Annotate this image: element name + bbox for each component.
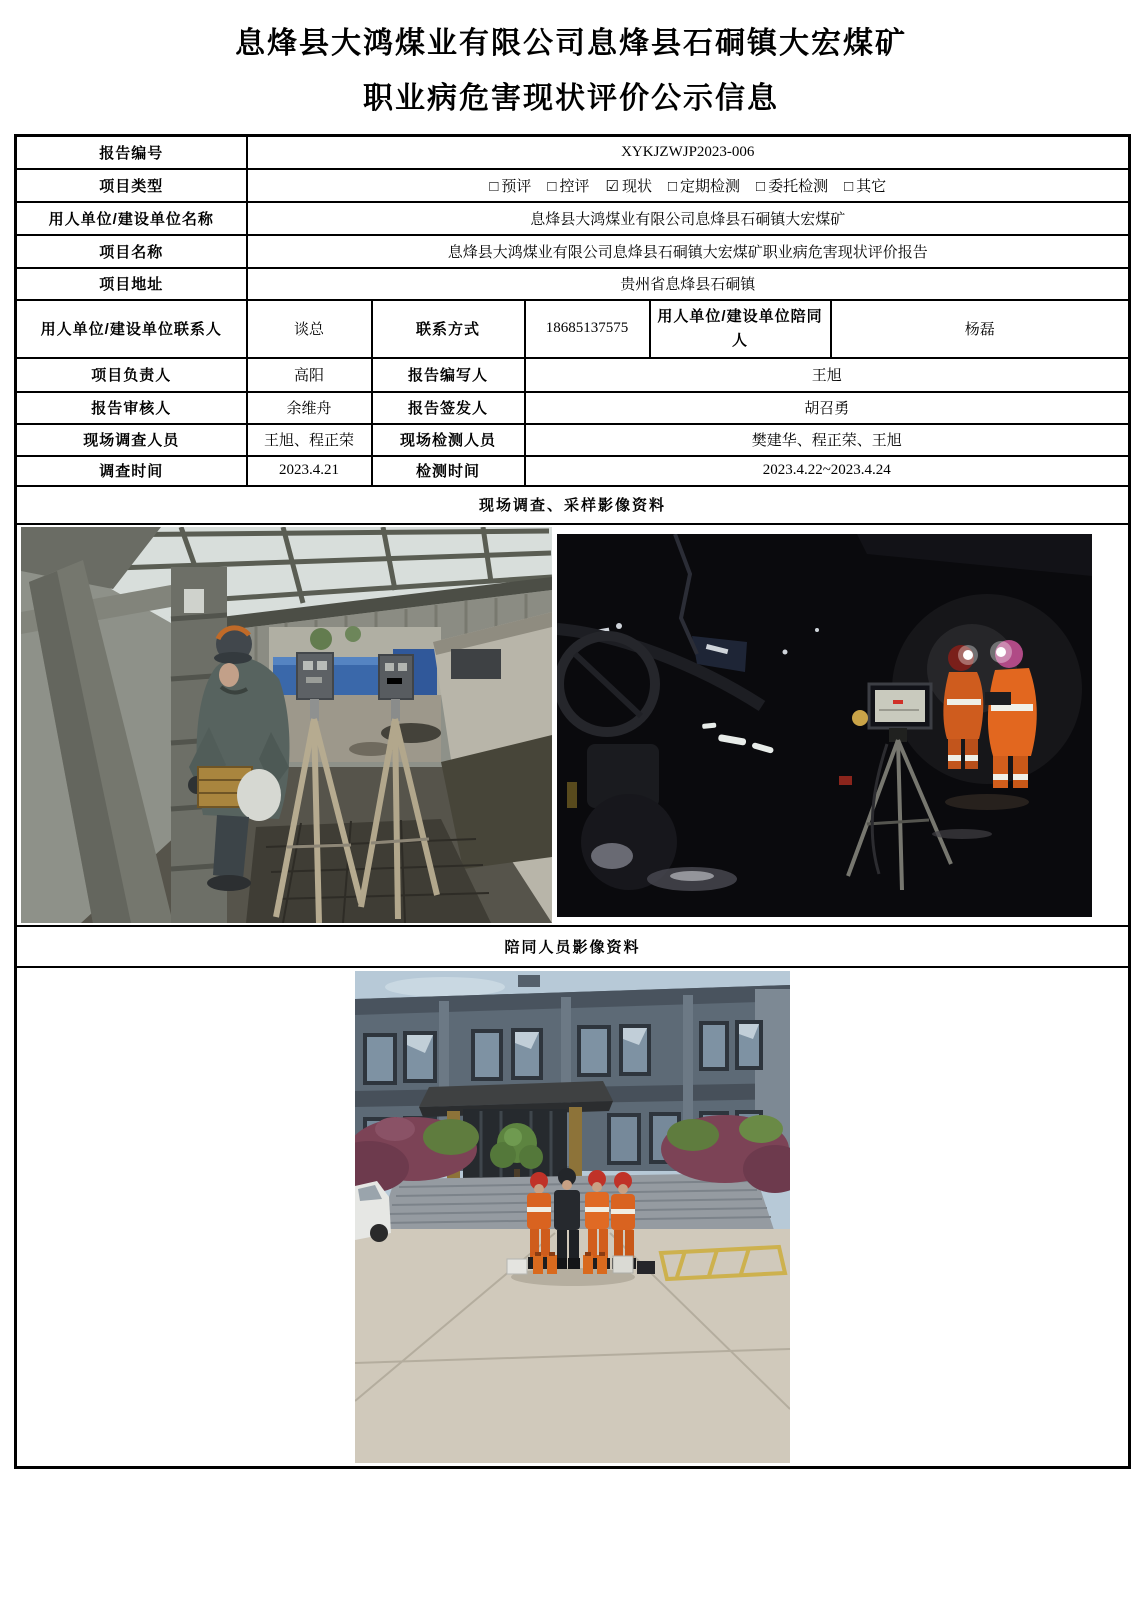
phone-value: 18685137575 (525, 300, 650, 358)
testing-staff-value: 樊建华、程正荣、王旭 (525, 424, 1130, 456)
report-issuer-value: 胡召勇 (525, 392, 1130, 424)
report-reviewer-label: 报告审核人 (16, 392, 247, 424)
checkbox-option-other: □ 其它 (844, 178, 887, 195)
project-address-label: 项目地址 (16, 268, 247, 300)
table-row (16, 235, 1130, 268)
employer-name-value: 息烽县大鸿煤业有限公司息烽县石硐镇大宏煤矿 (247, 202, 1130, 235)
survey-staff-value: 王旭、程正荣 (247, 424, 372, 456)
project-leader-value: 高阳 (247, 358, 372, 392)
checkbox-icon: □ (844, 178, 854, 195)
project-type-options (247, 169, 1130, 202)
table-row (16, 524, 1130, 926)
survey-time-label: 调查时间 (16, 456, 247, 486)
table-row (16, 202, 1130, 235)
table-row (16, 456, 1130, 486)
project-name-value: 息烽县大鸿煤业有限公司息烽县石硐镇大宏煤矿职业病危害现状评价报告 (247, 235, 1130, 268)
wall-window (451, 649, 501, 679)
report-no-value: XYKJZWJP2023-006 (247, 136, 1130, 169)
survey-time-value: 2023.4.21 (247, 456, 372, 486)
table-row (16, 392, 1130, 424)
table-row (16, 967, 1130, 1468)
checkbox-icon: □ (667, 178, 678, 195)
page-title (0, 16, 1142, 126)
table-row (16, 424, 1130, 456)
contact-label: 用人单位/建设单位联系人 (16, 300, 247, 358)
checkbox-option-entrusted: □ 委托检测 (756, 178, 829, 195)
checkbox-option-periodic: □ 定期检测 (667, 178, 741, 195)
table-row (16, 926, 1130, 967)
checkbox-icon: □ (756, 178, 766, 195)
table-row (16, 486, 1130, 524)
table-row (16, 300, 1130, 358)
document-page (0, 16, 1142, 1607)
survey-photos-row (21, 527, 1124, 923)
checkbox-option-preeval: □ 预评 (489, 178, 532, 195)
companion-label: 用人单位/建设单位陪同人 (650, 300, 831, 358)
project-type-label: 项目类型 (16, 169, 247, 202)
project-address-value: 贵州省息烽县石硐镇 (247, 268, 1130, 300)
photo-companion-group-building (355, 971, 790, 1463)
testing-time-label: 检测时间 (372, 456, 525, 486)
page-title-line2: 职业病危害现状评价公示信息 (363, 82, 779, 115)
checkbox-option-status-checked: ☑ 现状 (605, 178, 652, 195)
info-table (14, 134, 1131, 1469)
survey-photos-cell (16, 524, 1130, 926)
phone-label: 联系方式 (372, 300, 525, 358)
report-no-label: 报告编号 (16, 136, 247, 169)
contact-value: 谈总 (247, 300, 372, 358)
testing-time-value: 2023.4.22~2023.4.24 (525, 456, 1130, 486)
section-header-survey-photos: 现场调查、采样影像资料 (16, 486, 1130, 524)
table-row (16, 169, 1130, 202)
checkbox-checked-icon: ☑ (605, 178, 619, 195)
report-reviewer-value: 余维舟 (247, 392, 372, 424)
photo-site-sampling-workshop (21, 527, 552, 923)
report-issuer-label: 报告签发人 (372, 392, 525, 424)
photo-site-sampling-underground (557, 534, 1092, 917)
page-title-line1: 息烽县大鸿煤业有限公司息烽县石硐镇大宏煤矿 (235, 27, 907, 60)
report-writer-value: 王旭 (525, 358, 1130, 392)
checkbox-option-control: □ 控评 (547, 178, 590, 195)
checkbox-icon: □ (489, 178, 499, 195)
report-writer-label: 报告编写人 (372, 358, 525, 392)
project-leader-label: 项目负责人 (16, 358, 247, 392)
testing-staff-label: 现场检测人员 (372, 424, 525, 456)
companion-value: 杨磊 (831, 300, 1130, 358)
table-row (16, 136, 1130, 169)
table-row (16, 358, 1130, 392)
table-row (16, 268, 1130, 300)
employer-name-label: 用人单位/建设单位名称 (16, 202, 247, 235)
project-name-label: 项目名称 (16, 235, 247, 268)
section-header-companion-photos: 陪同人员影像资料 (16, 926, 1130, 967)
companion-photo-cell (16, 967, 1130, 1468)
survey-staff-label: 现场调查人员 (16, 424, 247, 456)
checkbox-icon: □ (547, 178, 557, 195)
